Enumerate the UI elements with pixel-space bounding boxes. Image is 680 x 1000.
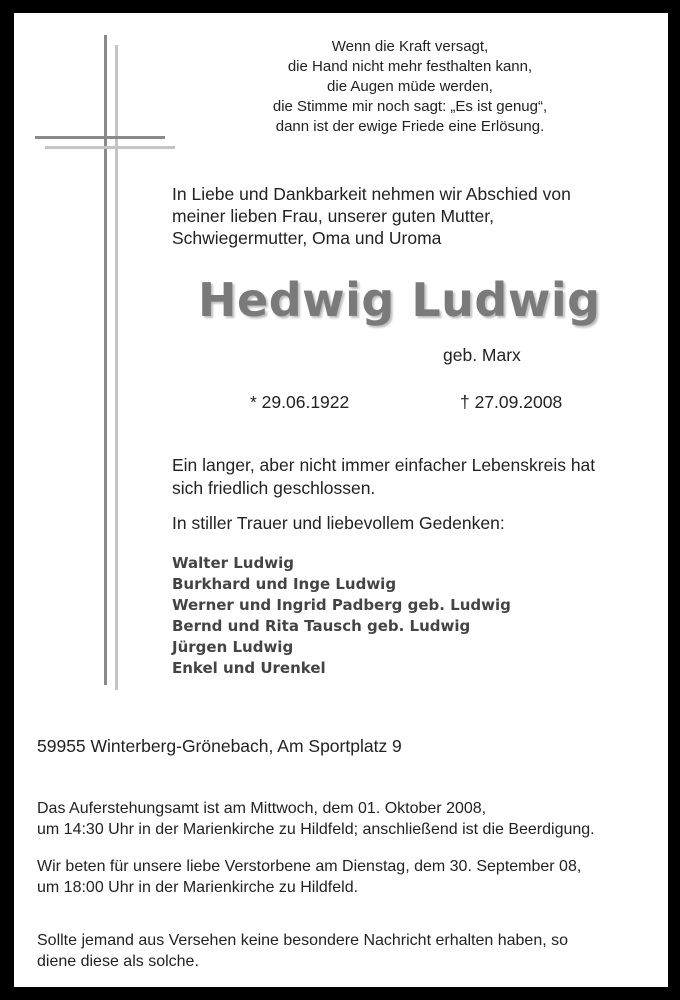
poem-line: die Stimme mir noch sagt: „Es ist genug“, bbox=[272, 98, 548, 115]
family-member: Burkhard und Inge Ludwig bbox=[172, 575, 397, 593]
intro-line: Schwiegermutter, Oma und Uroma bbox=[172, 228, 442, 248]
poem bbox=[194, 37, 626, 137]
poem-line: dann ist der ewige Friede eine Erlösung. bbox=[275, 118, 545, 135]
mourning-text: In stiller Trauer und liebevollem Gedenken: bbox=[172, 513, 505, 533]
service-line: Das Auferstehungsamt ist am Mittwoch, dem 01. Oktober 2008, bbox=[37, 800, 487, 817]
family-member: Enkel und Urenkel bbox=[172, 659, 326, 677]
maiden-name: geb. Marx bbox=[443, 345, 521, 365]
obituary-notice bbox=[14, 13, 668, 987]
poem-line: die Augen müde werden, bbox=[327, 78, 493, 95]
service-line: um 14:30 Uhr in der Marienkirche zu Hildfeld; anschließend ist die Beerdigung. bbox=[37, 821, 595, 838]
family-list bbox=[172, 553, 511, 679]
intro-line: meiner lieben Frau, unserer guten Mutter, bbox=[172, 206, 494, 226]
notice-text bbox=[37, 930, 568, 972]
notice-line: diene diese als solche. bbox=[37, 953, 199, 970]
intro-line: In Liebe und Dankbarkeit nehmen wir Abschied von bbox=[172, 184, 571, 204]
life-line: Ein langer, aber nicht immer einfacher Lebenskreis hat bbox=[172, 455, 596, 475]
prayer-text bbox=[37, 856, 581, 898]
service-text bbox=[37, 798, 595, 840]
poem-line: die Hand nicht mehr festhalten kann, bbox=[287, 58, 533, 75]
family-member: Bernd und Rita Tausch geb. Ludwig bbox=[172, 617, 471, 635]
family-member: Jürgen Ludwig bbox=[172, 638, 294, 656]
intro-text bbox=[172, 183, 571, 249]
birth-date: * 29.06.1922 bbox=[250, 392, 350, 412]
life-line: sich friedlich geschlossen. bbox=[172, 478, 376, 498]
death-date: † 27.09.2008 bbox=[460, 392, 563, 412]
life-text bbox=[172, 454, 595, 500]
family-member: Walter Ludwig bbox=[172, 554, 294, 572]
prayer-line: um 18:00 Uhr in der Marienkirche zu Hildfeld. bbox=[37, 879, 359, 896]
address: 59955 Winterberg-Grönebach, Am Sportplatz 9 bbox=[37, 736, 402, 756]
deceased-name: Hedwig Ludwig bbox=[198, 273, 601, 327]
prayer-line: Wir beten für unsere liebe Verstorbene am Dienstag, dem 30. September 08, bbox=[37, 858, 582, 875]
family-member: Werner und Ingrid Padberg geb. Ludwig bbox=[172, 596, 511, 614]
notice-line: Sollte jemand aus Versehen keine besondere Nachricht erhalten haben, so bbox=[37, 932, 569, 949]
poem-line: Wenn die Kraft versagt, bbox=[331, 38, 489, 55]
